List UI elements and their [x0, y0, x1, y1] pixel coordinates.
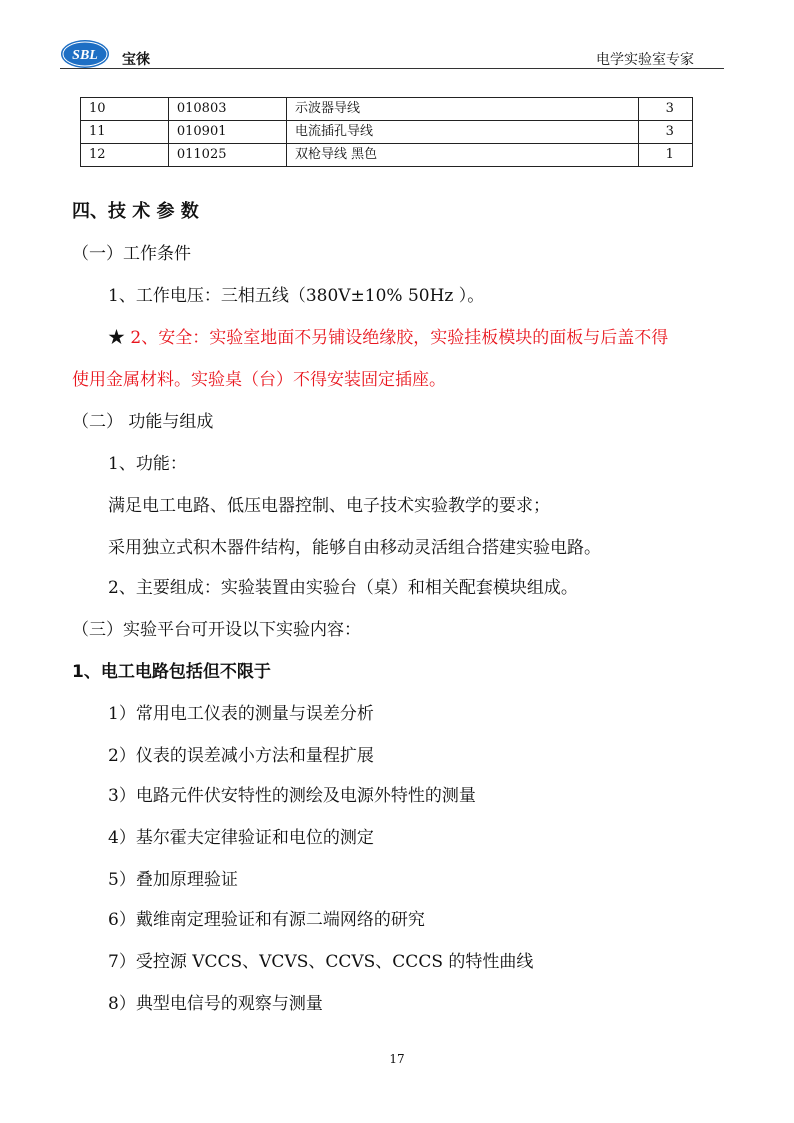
list-item: 3）电路元件伏安特性的测绘及电源外特性的测量 [108, 786, 476, 806]
subsection-heading-2: （二） 功能与组成 [72, 412, 214, 432]
parts-table [80, 97, 693, 167]
header-divider [60, 68, 724, 69]
part-code: 010901 [168, 121, 286, 144]
page-header [60, 38, 724, 70]
list-item: 5）叠加原理验证 [108, 870, 238, 890]
subsection-heading-3: （三）实验平台可开设以下实验内容： [72, 620, 361, 640]
list-item: 7）受控源 VCCS、VCVS、CCVS、CCCS 的特性曲线 [108, 952, 534, 972]
star-icon: ★ [108, 328, 125, 348]
part-code: 011025 [168, 144, 286, 167]
section-heading: 四、技 术 参 数 [72, 201, 199, 222]
safety-item-line-2: 使用金属材料。实验桌（台）不得安装固定插座。 [72, 370, 446, 390]
list-item: 2）仪表的误差减小方法和量程扩展 [108, 746, 374, 766]
row-number: 11 [81, 121, 169, 144]
header-tagline: 电学实验室专家 [596, 52, 694, 68]
page-number: 17 [389, 1052, 405, 1066]
part-code: 010803 [168, 98, 286, 121]
list-item: 6）戴维南定理验证和有源二端网络的研究 [108, 910, 425, 930]
brand-name: 宝徕 [122, 52, 150, 68]
composition-item: 2、主要组成：实验装置由实验台（桌）和相关配套模块组成。 [108, 578, 578, 598]
part-name: 电流插孔导线 [287, 121, 639, 144]
list-item: 4）基尔霍夫定律验证和电位的测定 [108, 828, 374, 848]
subsection-heading-1: （一）工作条件 [72, 244, 191, 264]
row-number: 12 [81, 144, 169, 167]
list-item: 1）常用电工仪表的测量与误差分析 [108, 704, 374, 724]
part-qty: 1 [639, 144, 693, 167]
part-name: 双枪导线 黑色 [287, 144, 639, 167]
part-name: 示波器导线 [287, 98, 639, 121]
safety-text: 2、安全：实验室地面不另铺设绝缘胶，实验挂板模块的面板与后盖不得 [125, 328, 669, 348]
table-row [81, 98, 693, 121]
sbl-logo [60, 38, 110, 70]
list-item: 8）典型电信号的观察与测量 [108, 994, 323, 1014]
row-number: 10 [81, 98, 169, 121]
table-row [81, 121, 693, 144]
circuits-heading: 1、电工电路包括但不限于 [72, 662, 271, 682]
voltage-item: 1、工作电压：三相五线（380V±10% 50Hz ）。 [108, 286, 485, 306]
table-row [81, 144, 693, 167]
part-qty: 3 [639, 121, 693, 144]
safety-item-line-1 [108, 326, 668, 350]
function-line-2: 采用独立式积木器件结构，能够自由移动灵活组合搭建实验电路。 [108, 538, 601, 558]
function-line-1: 满足电工电路、低压电器控制、电子技术实验教学的要求； [108, 496, 550, 516]
function-label: 1、功能： [108, 454, 187, 474]
part-qty: 3 [639, 98, 693, 121]
logo-text: SBL [72, 48, 98, 63]
